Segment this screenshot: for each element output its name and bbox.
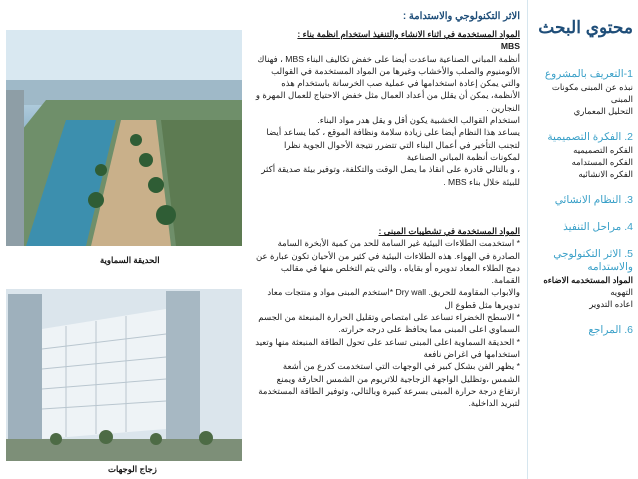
section1-mbs: MBS bbox=[500, 41, 520, 52]
caption-sky-garden: الحديقة السماوية bbox=[100, 255, 160, 265]
section2-text bbox=[254, 225, 520, 409]
section2-paragraph-5: * يظهر الفن بشكل كبير في الوجهات التي استخدمت كدرع من أشعة الشمس ،وتظليل الواجهة الزجاجية للاتريوم من الشمس الحارقة ويمنع ارتفاع درجة حرارة المبنى بسرعة كبيرة وبالتالي، وتوفير الطاقة المستخدمة لتبريد الداخلية. bbox=[258, 361, 520, 409]
sidebar-item-project-intro[interactable]: 1-التعريف بالمشروع bbox=[544, 68, 633, 80]
section1-paragraph-2: استخدام القوالب الخشبية يكون أقل و يقل هدر مواد البناء. bbox=[317, 115, 520, 126]
sidebar-subitem[interactable]: الفكره المستدامه bbox=[571, 157, 633, 167]
sky-garden-illustration bbox=[6, 30, 242, 246]
main-content bbox=[252, 0, 522, 479]
section2-title: المواد المستخدمة في تشطيبات المبنى : bbox=[378, 226, 520, 236]
section-heading: الاثر التكنولوجي والاستدامة : bbox=[402, 11, 520, 22]
sidebar-subitem[interactable]: التهويه bbox=[610, 287, 633, 297]
section2-paragraph-3: * الاسطح الخضراء تساعد على امتصاص وتقليل الحرارة المنبعثة من الجسم السماوي اعلى المبنى مما يحافظ على درجه حرارته. bbox=[258, 312, 520, 335]
sidebar-item-tech-impact[interactable]: 5. الاثر التكنولوجي والاستدامه bbox=[553, 248, 633, 273]
section2-paragraph-1: * استخدمت الطلاءات البيئية غير السامة للحد من كمية الأبخرة السامة الصادرة في الهواء. هذه الطلاءات البيئية في كثير من الأحيان تكون عبارة عن دمج الطلاء المعاد تدويره أو بقاياه ، والتي يتم التخلص منها في مقالب القمامة. bbox=[255, 238, 520, 286]
sidebar-subitem[interactable]: نبذه عن المبنى مكونات المبنى bbox=[551, 82, 633, 104]
section2-paragraph-2: والابواب المقاومة للحريق. Dry wall *استخدم المبنى مواد و منتجات معاد تدويرها مثل قطوع ال bbox=[267, 287, 520, 310]
section1-paragraph-1: أنظمة المباني الصناعية ساعدت أيضا على خفض تكاليف البناء MBS ، فهناك الألومنيوم والصلب والأخشاب وغيرها من المواد المستخدمة في القوالب والتي يمكن إعادة استخدامها في عملية صب الخرسانة باستخدام هذه الأنظمة، يمكن أن يقلل من أعداد العمال مثل خفض الاحتياج للعمال المهرة و النجارين . bbox=[255, 53, 520, 113]
sidebar-item-structural-system[interactable]: 3. النظام الانشائي bbox=[554, 194, 633, 206]
sidebar-subitem[interactable]: المواد المستخدمه الاضاءه bbox=[543, 275, 633, 285]
section1-text bbox=[254, 28, 520, 188]
section2-paragraph-4: * الحديقة السماوية اعلى المبنى تساعد على تحول الطاقة المنبعثة منها وتعيد استخدامها في اغراض نافعة bbox=[255, 336, 520, 359]
sidebar-subitem[interactable]: اعاده التدوير bbox=[589, 299, 633, 309]
sidebar-title: محتوي البحث bbox=[538, 18, 633, 37]
section1-title: المواد المستخدمة في اثناء الانشاء والتنفيذ استخدام انظمة بناء : bbox=[297, 29, 520, 39]
sidebar-subitem[interactable]: الفكره التصميميه bbox=[573, 145, 633, 155]
caption-facade-glass: زجاج الوجهات bbox=[108, 464, 157, 474]
sidebar bbox=[527, 0, 638, 479]
sidebar-subitem[interactable]: الفكره الانشائيه bbox=[578, 169, 633, 179]
facade-glass-photo bbox=[6, 289, 242, 461]
sidebar-item-references[interactable]: 6. المراجع bbox=[588, 324, 633, 336]
sidebar-menu bbox=[529, 68, 633, 337]
section1-paragraph-3: يساعد هذا النظام أيضا على زيادة سلامة ونظافة الموقع ، كما يساعد أيضا لتجنب التأخير في أعمال البناء التي تتضرر نتيجة الأحوال الجوية نظرا لمكونات أنظمة المباني الصناعية bbox=[266, 127, 520, 162]
sidebar-item-construction-phases[interactable]: 4. مراحل التنفيذ bbox=[563, 221, 633, 233]
facade-illustration bbox=[6, 289, 242, 461]
sidebar-item-design-idea[interactable]: 2. الفكرة التصميمية bbox=[547, 131, 633, 143]
section1-paragraph-4: ، و بالتالي قادرة على انقاذ ما يصل الوقت والتكلفة، وتوفير بيئة صديقة أكثر للبيئة خلال بناء MBS . bbox=[261, 164, 520, 187]
sidebar-subitem[interactable]: التحليل المعماري bbox=[573, 106, 633, 116]
sky-garden-photo bbox=[6, 30, 242, 246]
